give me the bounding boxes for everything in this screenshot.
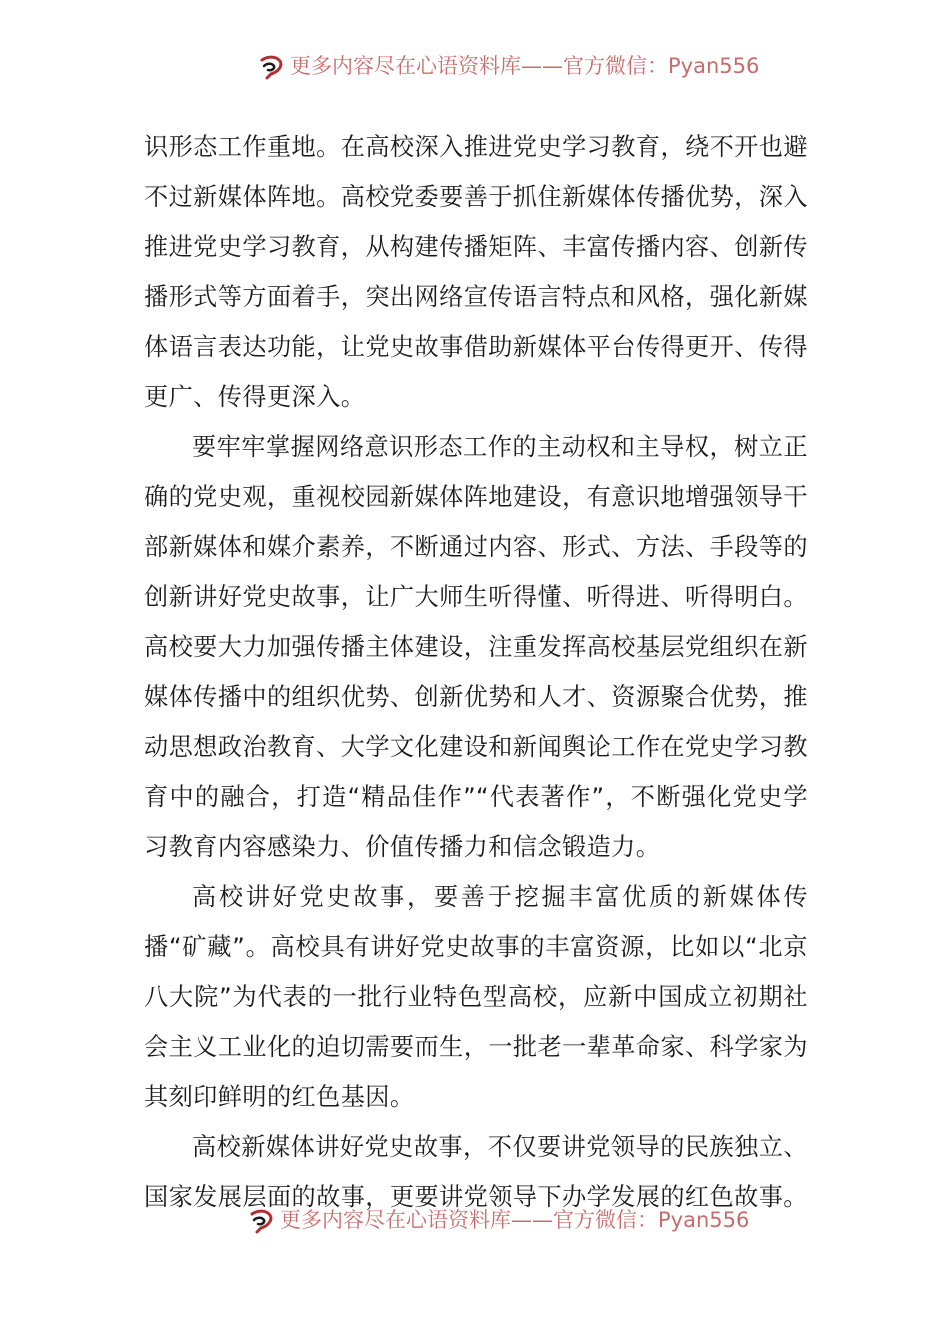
footer-watermark: [0, 1206, 950, 1236]
paragraph-4: 高校新媒体讲好党史故事，不仅要讲党领导的民族独立、国家发展层面的故事，更要讲党领导下办学发展的红色故事。: [144, 1133, 808, 1211]
paragraph-2: 要牢牢掌握网络意识形态工作的主动权和主导权，树立正确的党史观，重视校园新媒体阵地建设，有意识地增强领导干部新媒体和媒介素养，不断通过内容、形式、方法、手段等的创新讲好党史故事，让广大师生听得懂、听得进、听得明白。高校要大力加强传播主体建设，注重发挥高校基层党组织在新媒体传播中的组织优势、创新优势和人才、资源聚合优势，推动思想政治教育、大学文化建设和新闻舆论工作在党史学习教育中的融合，打造“精品佳作”“代表著作”，不断强化党史学习教育内容感染力、价值传播力和信念锻造力。: [144, 433, 808, 861]
document-body: [144, 122, 808, 1222]
watermark-text: 更多内容尽在心语资料库——官方微信：Pyan556: [290, 54, 760, 78]
logo-icon: [248, 1206, 276, 1234]
watermark-text: 更多内容尽在心语资料库——官方微信：Pyan556: [280, 1208, 750, 1232]
paragraph-3: 高校讲好党史故事，要善于挖掘丰富优质的新媒体传播“矿藏”。高校具有讲好党史故事的丰富资源，比如以“北京八大院”为代表的一批行业特色型高校，应新中国成立初期社会主义工业化的迫切需要而生，一批老一辈革命家、科学家为其刻印鲜明的红色基因。: [144, 883, 808, 1111]
logo-icon: [258, 52, 286, 80]
paragraph-1: 识形态工作重地。在高校深入推进党史学习教育，绕不开也避不过新媒体阵地。高校党委要善于抓住新媒体传播优势，深入推进党史学习教育，从构建传播矩阵、丰富传播内容、创新传播形式等方面着手，突出网络宣传语言特点和风格，强化新媒体语言表达功能，让党史故事借助新媒体平台传得更开、传得更广、传得更深入。: [144, 133, 808, 411]
header-watermark: [0, 52, 950, 82]
